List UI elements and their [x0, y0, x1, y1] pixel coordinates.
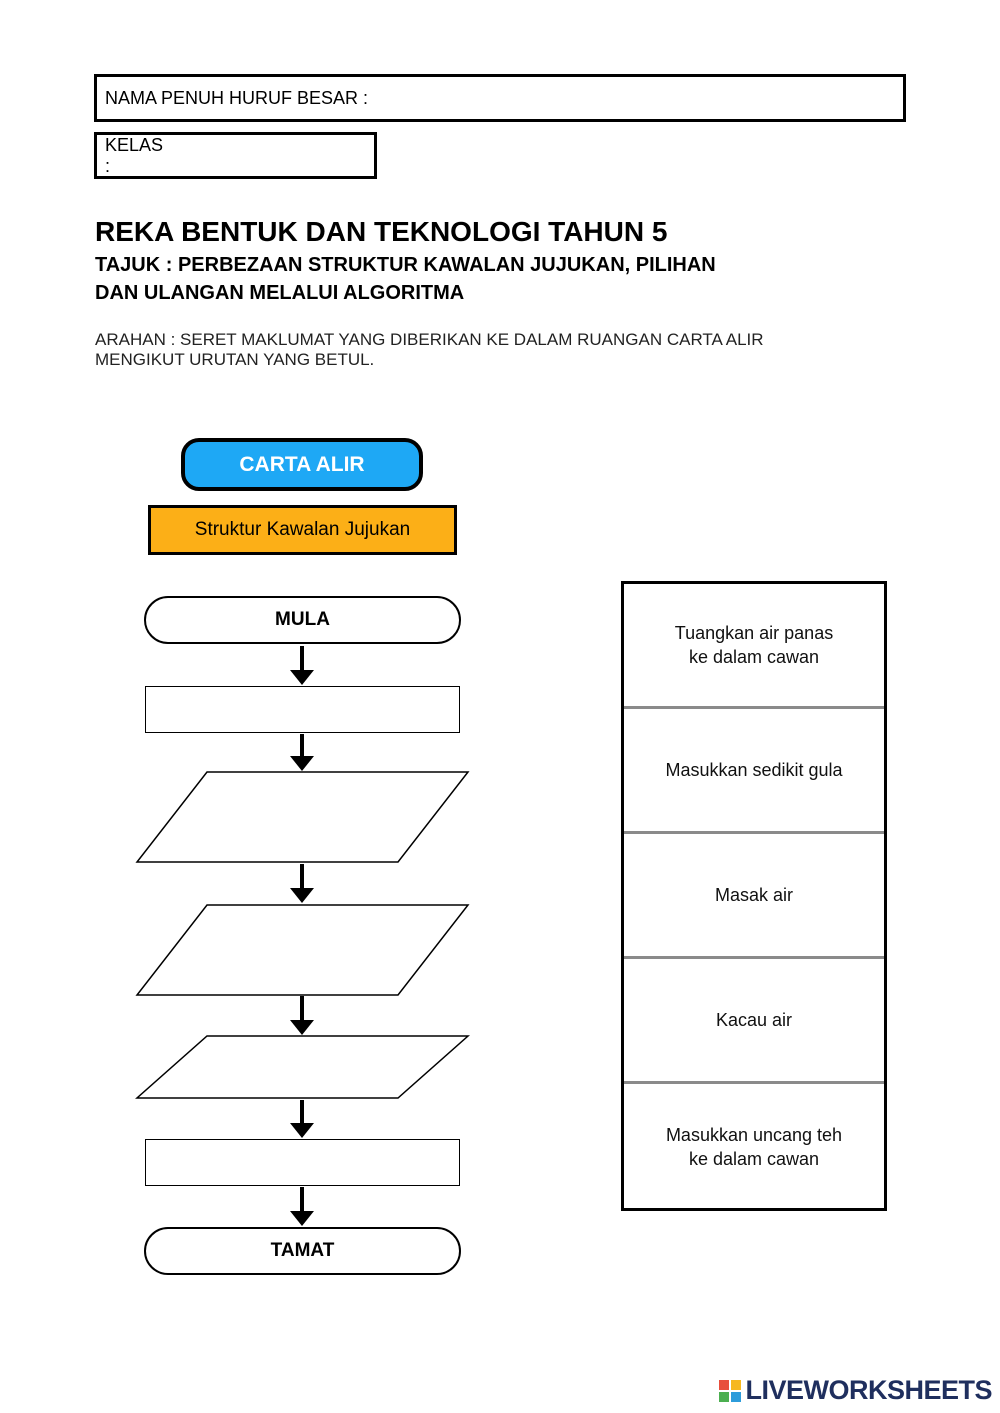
- drop-zone-parallelogram-1[interactable]: [137, 772, 468, 862]
- carta-alir-badge: CARTA ALIR: [181, 438, 423, 491]
- drop-zone-process-2[interactable]: [145, 1139, 460, 1186]
- option-label: Kacau air: [715, 1010, 793, 1030]
- flow-arrow-4: [290, 996, 314, 1035]
- flow-arrow-6: [290, 1187, 314, 1226]
- option-boil-water[interactable]: [624, 834, 884, 959]
- option-label: Masukkan uncang teh ke dalam cawan: [665, 1124, 843, 1169]
- options-panel: [621, 581, 887, 1211]
- option-label: Tuangkan air panas ke dalam cawan: [674, 623, 834, 667]
- flow-arrow-5: [290, 1100, 314, 1138]
- end-terminal: TAMAT: [144, 1227, 461, 1275]
- drop-zone-parallelogram-3[interactable]: [137, 1036, 468, 1098]
- name-label: NAMA PENUH HURUF BESAR :: [105, 87, 369, 108]
- flow-arrow-1: [290, 646, 314, 685]
- option-label: Masukkan sedikit gula: [665, 760, 843, 780]
- drop-zone-parallelogram-2[interactable]: [137, 905, 468, 995]
- instruction-line-1: ARAHAN : SERET MAKLUMAT YANG DIBERIKAN KE DALAM RUANGAN CARTA ALIR: [95, 330, 764, 349]
- flow-arrow-3: [290, 864, 314, 903]
- option-add-sugar[interactable]: [624, 709, 884, 834]
- subtitle-line-1: TAJUK : PERBEZAAN STRUKTUR KAWALAN JUJUKAN, PILIHAN: [95, 254, 716, 276]
- option-pour-hot-water[interactable]: [624, 584, 884, 709]
- structure-label: Struktur Kawalan Jujukan: [148, 505, 457, 555]
- flow-arrow-2: [290, 734, 314, 771]
- option-add-teabag[interactable]: [624, 1084, 884, 1209]
- option-label: Masak air: [714, 885, 794, 905]
- instruction-line-2: MENGIKUT URUTAN YANG BETUL.: [95, 350, 375, 369]
- page-title: REKA BENTUK DAN TEKNOLOGI TAHUN 5: [95, 216, 668, 247]
- liveworksheets-icon: [719, 1380, 741, 1402]
- brand-logo: [719, 1375, 992, 1406]
- option-stir-water[interactable]: [624, 959, 884, 1084]
- start-terminal: MULA: [144, 596, 461, 644]
- drop-zone-process-1[interactable]: [145, 686, 460, 733]
- subtitle-line-2: DAN ULANGAN MELALUI ALGORITMA: [95, 282, 465, 304]
- class-label: KELAS :: [105, 134, 164, 176]
- brand-text: LIVEWORKSHEETS: [745, 1375, 992, 1405]
